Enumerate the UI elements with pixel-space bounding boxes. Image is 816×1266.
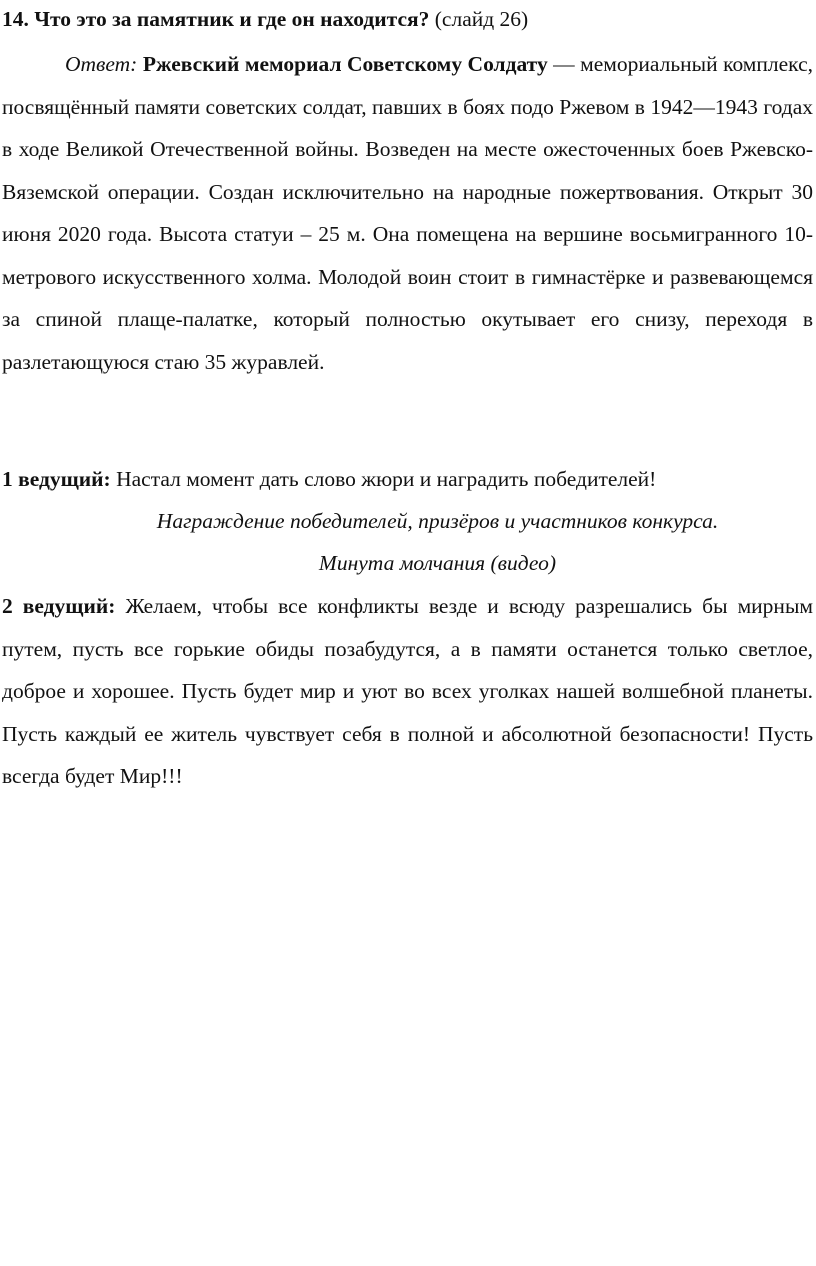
answer-text: — мемориальный комплекс, посвящённый памяти советских солдат, павших в боях подо Ржевом в 1942—1943 годах в ходе Великой Отечественной войны. Возведен на месте ожесточенных боев Ржевско-Вяземской операции. Создан исключительно на народные пожертвования. Открыт 30 июня 2020 года. Высота статуи – 25 м. Она помещена на вершине восьмигранного 10-метрового искусственного холма. Молодой воин стоит в гимнастёрке и развевающемся за спиной плаще-палатке, который полностью окутывает его снизу, переходя в разлетающуюся стаю 35 журавлей. <box>2 52 814 374</box>
answer-label: Ответ: <box>65 52 138 76</box>
question-text: 14. Что это за памятник и где он находится? <box>2 7 430 31</box>
host1-paragraph <box>2 458 813 500</box>
minute-of-silence-direction: Минута молчания (видео) <box>318 551 557 575</box>
host2-text: Желаем, чтобы все конфликты везде и всюду разрешались бы мирным путем, пусть все горькие обиды позабудутся, а в памяти останется только светлое, доброе и хорошее. Пусть будет мир и уют во всех уголках нашей волшебной планеты. Пусть каждый ее житель чувствует себя в полной и абсолютной безопасности! Пусть всегда будет Мир!!! <box>2 594 813 789</box>
host2-paragraph <box>2 585 813 798</box>
slide-reference: (слайд 26) <box>434 7 529 31</box>
host1-text: Настал момент дать слово жюри и наградить победителей! <box>110 467 657 491</box>
host2-label: 2 ведущий: <box>2 594 116 618</box>
answer-title: Ржевский мемориал Советскому Солдату <box>142 52 548 76</box>
awards-direction: Награждение победителей, призёров и участников конкурса. <box>156 509 719 533</box>
answer-paragraph <box>2 43 813 383</box>
host1-label: 1 ведущий: <box>2 467 111 491</box>
question-heading <box>2 1 528 37</box>
